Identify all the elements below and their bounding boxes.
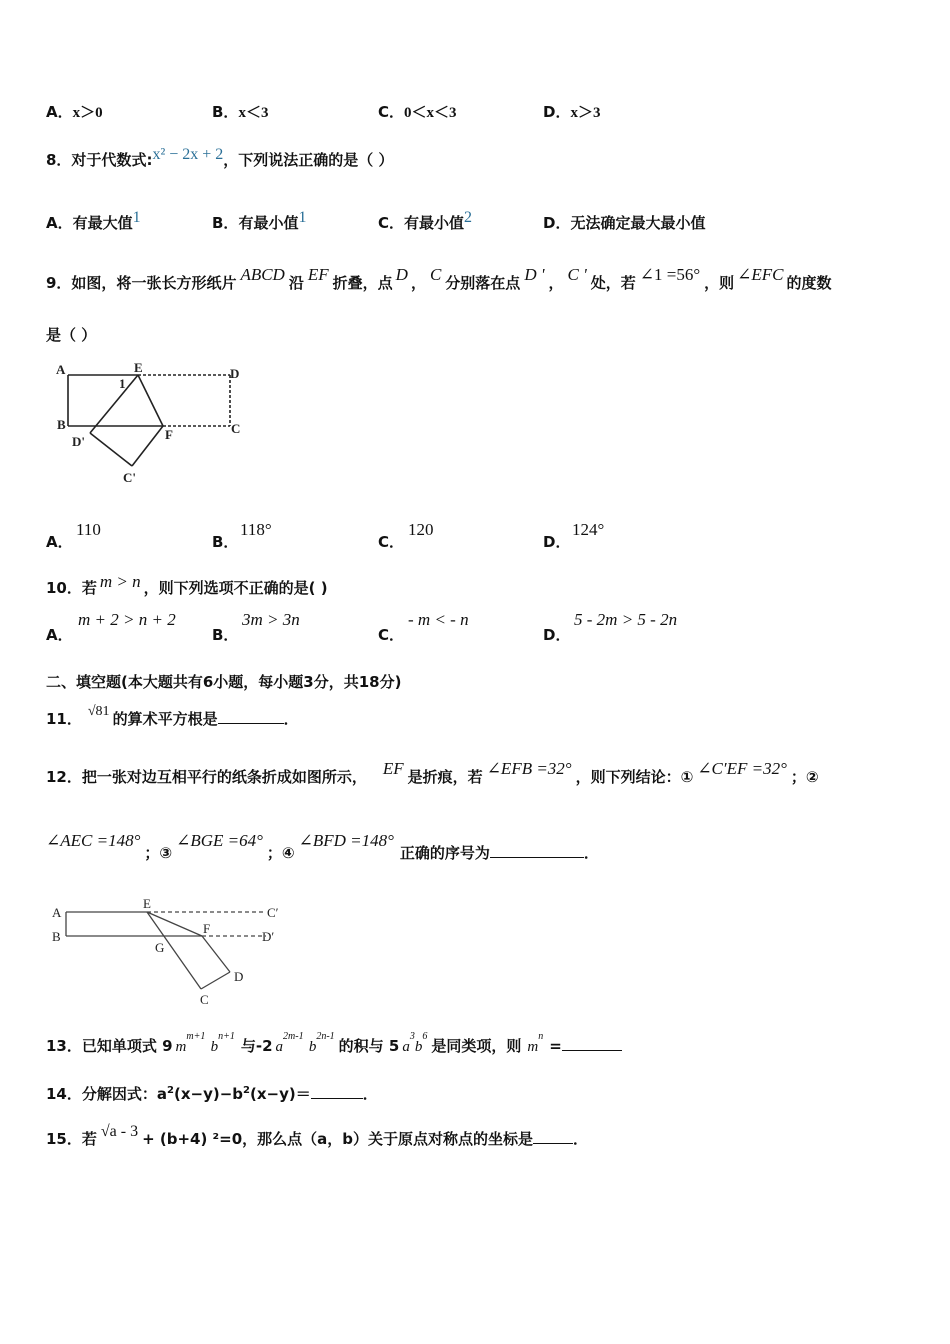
q9-option-a-value: 110 [76,520,101,539]
q8-option-c: C．有最小值2 [378,209,473,232]
q12-label-f: F [203,921,211,936]
q12-stem-line2: ∠AEC =148°；③∠BGE =64°；④∠BFD =148°正确的序号为 ． [46,831,599,862]
q9-label-d-prime: D' [72,434,85,449]
q10-option-d: D． [543,626,571,644]
q8-option-b: B．有最小值1 [212,209,307,232]
q12-label-b: B [52,929,61,944]
q9-label-f: F [165,427,173,442]
q9-option-c-value: 120 [408,520,434,539]
q9-edge-ef [138,375,163,426]
q12-stem: 12．把一张对边互相平行的纸条折成如图所示， EF 是折痕，若 ∠EFB =32° ，则下列结论：① ∠C′EF =32° ；② [46,759,819,786]
q9-edge-dc-prime [90,433,132,466]
q9-option-a: A． [46,533,73,551]
q10-stem: 10．若 m > n ，则下列选项不正确的是( ) [46,572,328,597]
q7-option-a: A．x＞0 [46,103,103,121]
q7-option-b: B．x＜3 [212,103,269,121]
q9-label-d: D [230,366,240,381]
q10-option-b-value: 3m > 3n [242,610,300,629]
q7-option-c: C．0＜x＜3 [378,103,457,121]
q9-option-c: C． [378,533,405,551]
q9-label-a: A [56,362,66,377]
q8-stem: 8．对于代数式:x² − 2x + 2，下列说法正确的是（ ） [46,146,394,169]
q9-stem: 9．如图，将一张长方形纸片 ABCD 沿 EF 折叠，点 D ， C 分别落在点 D ' ， C ' 处，若 ∠1 =56° ，则 ∠EFC 的度数 [46,265,832,292]
q8-option-d: D．无法确定最大最小值 [543,214,706,232]
q12-label-d-prime: D′ [262,929,275,944]
q9-option-d: D． [543,533,571,551]
q10-option-a: A． [46,626,73,644]
q9-stem-line2: 是（ ） [46,326,97,344]
q12-label-e: E [143,896,151,911]
q9-label-c: C [231,421,241,436]
q9-label-e: E [134,360,143,375]
q12-label-c: C [200,992,209,1007]
q9-edge-cf-prime [132,426,163,466]
q12-label-d: D [234,969,244,984]
q12-edge-dc [201,972,230,989]
q12-edge-fd [202,936,230,972]
q9-edge-ed-prime [90,375,138,433]
q15: 15．若 √a - 3 + (b+4) ²=0，那么点（a，b）关于原点对称点的坐标是 ． [46,1123,589,1148]
q9-option-b-value: 118° [240,520,272,539]
q10-option-a-value: m + 2 > n + 2 [78,610,176,629]
q14: 14．分解因式：$a^2(x-y)-b^2(x-y)=$ ． [46,1085,378,1103]
q9-label-b: B [57,417,66,432]
q8-option-a: A．有最大值1 [46,209,141,232]
q9-option-b: B． [212,533,239,551]
q7-option-d: D．x＞3 [543,103,601,121]
q12-label-g: G [155,940,165,955]
q10-option-b: B． [212,626,239,644]
q12-label-a: A [52,905,62,920]
q12-label-c-prime: C′ [267,905,279,920]
q9-option-d-value: 124° [572,520,605,539]
q10-option-d-value: 5 - 2m > 5 - 2n [574,610,678,629]
q9-figure [50,358,260,490]
q9-label-c-prime: C' [123,470,136,485]
section-2-heading: 二、填空题(本大题共有6小题，每小题3分，共18分) [46,673,402,691]
q10-option-c: C． [378,626,405,644]
q13: 13．已知单项式 9 $m^{m+1}$ $b^{n+1}$与-2 $a^{2m-1}$ $b^{2n-1}$的积与 5 $a^3b^6$是同类项，则 $m^n=$ [46,1035,622,1056]
q11: 11． √81 的算术平方根是 ． [46,704,299,728]
q12-figure [48,896,298,1008]
q10-option-c-value: - m < - n [408,610,469,629]
q9-label-1: 1 [119,376,126,391]
